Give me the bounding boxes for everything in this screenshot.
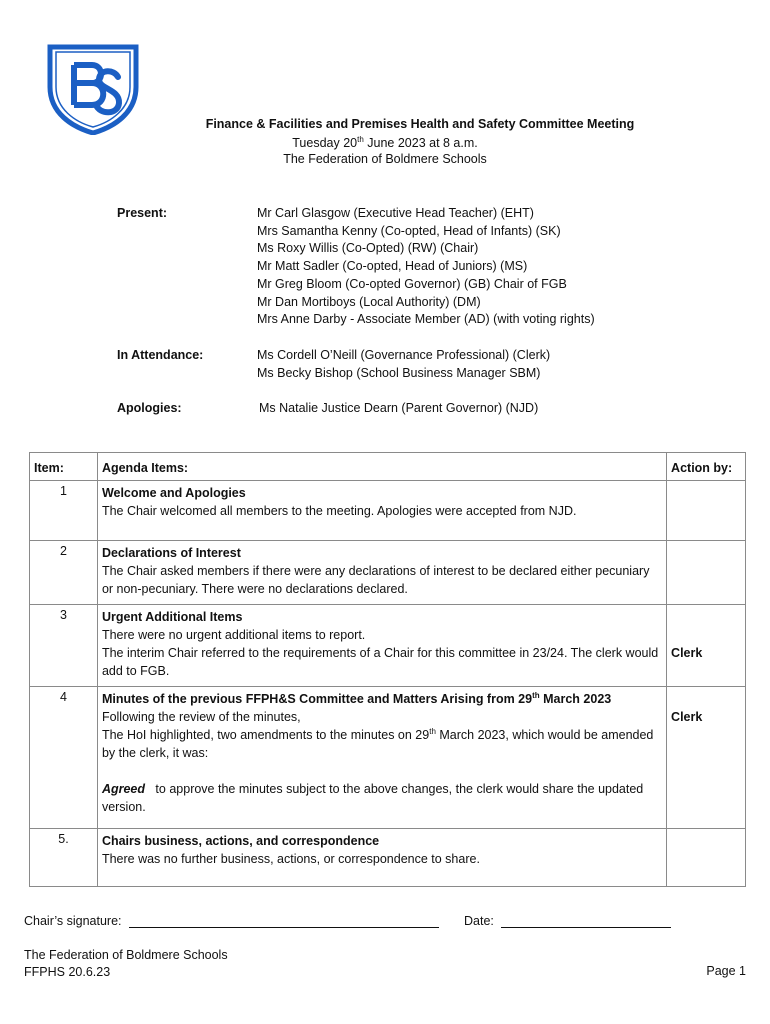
organisation-name: The Federation of Boldmere Schools [283, 152, 487, 166]
attendance-list [257, 347, 550, 382]
agenda-header-row [30, 453, 746, 481]
agenda-item [97, 481, 666, 541]
present-person: Ms Roxy Willis (Co-Opted) (RW) (Chair) [257, 241, 479, 256]
item-number: 3 [30, 605, 98, 687]
agenda-row [30, 541, 746, 605]
item-column-header: Item: [30, 453, 98, 481]
agenda-column-header: Agenda Items: [97, 453, 666, 481]
present-person: Mr Carl Glasgow (Executive Head Teacher) (EHT) [257, 206, 534, 220]
action-by [667, 829, 746, 887]
agenda-item-title: Welcome and Apologies [101, 486, 246, 500]
agenda-item-text: The Chair asked members if there were any declarations of interest to be declared either pecuniary or non-pecuniary. There were no declarations declared. [101, 564, 650, 596]
apologies-list [259, 400, 538, 418]
agenda-row [30, 605, 746, 687]
agenda-item [97, 829, 666, 887]
agenda-item-title: Minutes of the previous FFPH&S Committee and Matters Arising from 29th March 2023 [101, 690, 612, 706]
attendance-person: Ms Cordell O’Neill (Governance Professional) (Clerk) [257, 348, 551, 362]
footer [24, 947, 228, 981]
action-by [667, 541, 746, 605]
agenda-row [30, 829, 746, 887]
footer-code: FFPHS 20.6.23 [24, 965, 111, 979]
agenda-item [97, 687, 666, 829]
date-line [501, 914, 671, 928]
present-label: Present: [117, 206, 168, 220]
chair-signature-line [129, 914, 439, 928]
action-column-header: Action by: [667, 453, 746, 481]
present-person: Mr Greg Bloom (Co-opted Governor) (GB) Chair of FGB [257, 276, 567, 291]
present-person: Mr Dan Mortiboys (Local Authority) (DM) [257, 294, 481, 309]
agenda-table [29, 452, 746, 887]
chair-signature [24, 914, 439, 928]
present-list [257, 205, 595, 329]
action-by: Clerk [667, 605, 746, 687]
agenda-item-text: The Chair welcomed all members to the meeting. Apologies were accepted from NJD. [101, 504, 577, 518]
agenda-item-title: Declarations of Interest [101, 546, 241, 560]
agenda-item-resolution: Agreed to approve the minutes subject to the above changes, the clerk would share the updated version. [101, 782, 647, 814]
agenda-row [30, 481, 746, 541]
attendance-label: In Attendance: [117, 348, 204, 362]
action-by [667, 481, 746, 541]
item-number: 4 [30, 687, 98, 829]
agenda-item [97, 541, 666, 605]
agenda-item-title: Chairs business, actions, and correspondence [101, 834, 380, 848]
item-number: 2 [30, 541, 98, 605]
agenda-item-text: There was no further business, actions, or correspondence to share. [101, 852, 480, 866]
present-person: Mrs Anne Darby - Associate Member (AD) (with voting rights) [257, 312, 595, 327]
present-person: Mr Matt Sadler (Co-opted, Head of Juniors) (MS) [257, 259, 528, 274]
apologies-label: Apologies: [117, 401, 182, 415]
date-signature [464, 914, 671, 928]
apologies-person: Ms Natalie Justice Dearn (Parent Governor) (NJD) [259, 401, 539, 415]
agenda-item-title: Urgent Additional Items [101, 610, 243, 624]
meeting-date: Tuesday 20th June 2023 at 8 a.m. [292, 134, 478, 150]
footer-org: The Federation of Boldmere Schools [24, 948, 228, 962]
item-number: 5. [30, 829, 98, 887]
action-by: Clerk [667, 687, 746, 829]
agenda-item-text: The interim Chair referred to the requirements of a Chair for this committee in 23/24. The clerk would add to FGB. [101, 646, 659, 678]
attendance-person: Ms Becky Bishop (School Business Manager SBM) [257, 365, 541, 380]
agenda-item [97, 605, 666, 687]
agenda-item-text: There were no urgent additional items to report. [101, 628, 366, 642]
item-number: 1 [30, 481, 98, 541]
chair-signature-label: Chair’s signature: [24, 914, 122, 928]
agenda-item-text: The HoI highlighted, two amendments to the minutes on 29th March 2023, which would be amended by the clerk, it was: [101, 726, 654, 760]
agenda-row [30, 687, 746, 829]
meeting-title: Finance & Facilities and Premises Health and Safety Committee Meeting [205, 117, 635, 131]
agenda-item-text: Following the review of the minutes, [101, 710, 301, 724]
date-label: Date: [464, 914, 494, 928]
present-person: Mrs Samantha Kenny (Co-opted, Head of Infants) (SK) [257, 223, 561, 238]
page-number: Page 1 [706, 964, 746, 978]
